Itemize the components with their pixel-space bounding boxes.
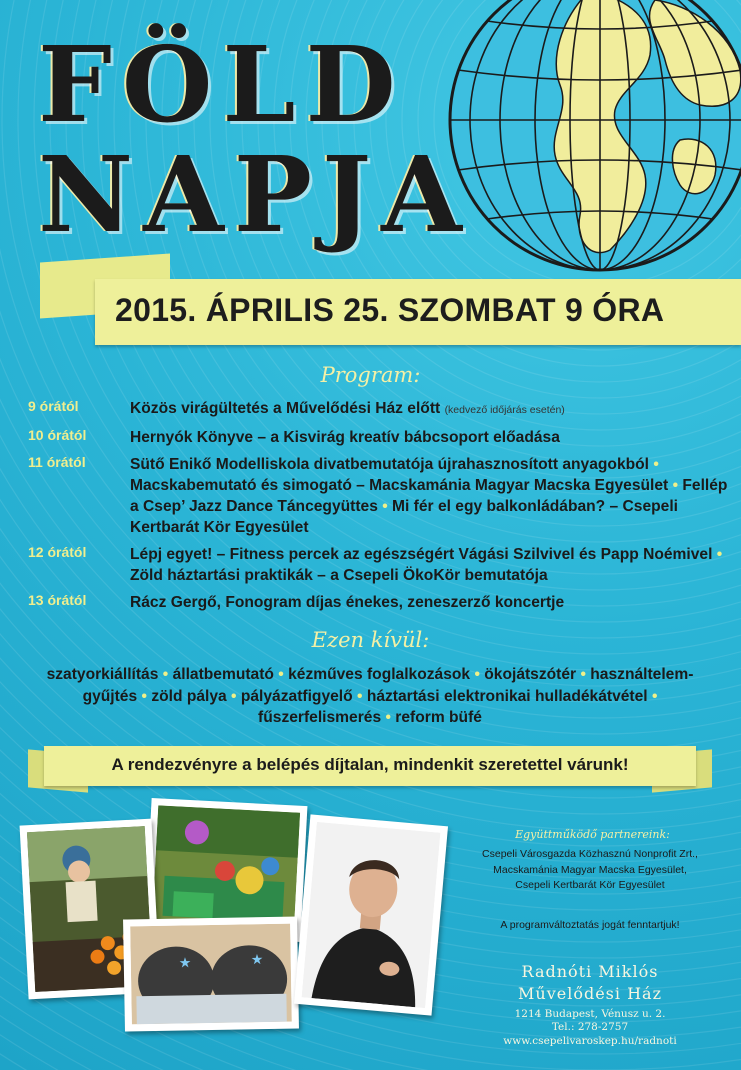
- schedule-item: Macskabemutató és simogató – Macskamánia Magyar Macska Egyesület: [130, 477, 669, 494]
- extras-heading: Ezen kívül:: [311, 628, 430, 652]
- schedule-list: [28, 398, 728, 619]
- schedule-time: 9 órától: [28, 398, 79, 414]
- venue-phone: Tel.: 278-2757: [551, 1021, 629, 1033]
- schedule-item: Fellép a Csep’ Jazz Dance Táncegyüttes: [130, 477, 728, 515]
- partners-heading: Együttműködő partnereink:: [515, 828, 670, 841]
- schedule-text: Lépj egyet! – Fitness percek az egészségért Vágási Szilvivel és Papp Noémivel: [130, 546, 713, 563]
- schedule-text: Rácz Gergő, Fonogram díjas énekes, zeneszerző koncertje: [130, 594, 565, 611]
- venue-address: 1214 Budapest, Vénusz u. 2.: [514, 1008, 666, 1020]
- schedule-item: Mi fér el egy balkonládában? – Csepeli Kertbarát Kör Egyesület: [130, 498, 679, 536]
- extra-item: állatbemutató: [172, 666, 274, 683]
- schedule-time: 13 órától: [28, 592, 87, 608]
- event-date: 2015. ÁPRILIS 25. SZOMBAT 9 ÓRA: [115, 292, 665, 328]
- schedule-text: Hernyók Könyve – a Kisvirág kreatív bábcsoport előadása: [130, 429, 560, 446]
- globe-illustration: [440, 0, 741, 280]
- title-line-1: FÖLD: [38, 23, 406, 146]
- schedule-time: 10 órától: [28, 427, 87, 443]
- free-entry-text: A rendezvényre a belépés díjtalan, mindenkit szeretettel várunk!: [111, 755, 629, 774]
- partner-item: Macskamánia Magyar Macska Egyesület,: [493, 863, 687, 876]
- extra-item: ökojátszótér: [484, 666, 577, 683]
- schedule-text: Sütő Enikő Modelliskola divatbemutatója újrahasznosított anyagokból: [130, 456, 649, 473]
- venue-website[interactable]: www.csepelivaroskep.hu/radnoti: [503, 1035, 677, 1047]
- extra-item: szatyorkiállítás: [46, 666, 159, 683]
- schedule-item: Zöld háztartási praktikák – a Csepeli ÖkoKör bemutatója: [130, 567, 548, 584]
- venue-name-line-2: Művelődési Ház: [518, 984, 662, 1003]
- schedule-row: [28, 427, 728, 448]
- svg-text:★: ★: [178, 955, 192, 972]
- photo-felt-creatures: [123, 916, 299, 1031]
- extra-item: zöld pálya: [151, 687, 227, 705]
- extra-item: pályázatfigyelő: [240, 687, 353, 705]
- svg-text:★: ★: [250, 952, 264, 969]
- schedule-time: 12 órától: [28, 544, 87, 560]
- extra-item: reform büfé: [395, 709, 482, 726]
- schedule-row: [28, 398, 728, 421]
- schedule-row: 12 órától Lépj egyet! – Fitness percek az egészségért Vágási Szilvivel és Papp Noémivel • Zöld háztartási praktikák – a Csepeli ÖkoKör bemutatója: [28, 544, 723, 584]
- title-line-2: NAPJA: [38, 133, 472, 256]
- partner-item: Csepeli Városgazda Közhasznú Nonprofit Zrt.,: [482, 848, 698, 860]
- disclaimer: A programváltoztatás jogát fenntartjuk!: [500, 919, 680, 931]
- extra-item: használtelem-gyűjtés: [82, 666, 694, 705]
- schedule-note: (kedvező időjárás esetén): [444, 404, 565, 416]
- schedule-time: 11 órától: [28, 454, 86, 470]
- partners-list: [450, 847, 730, 894]
- schedule-row: [28, 592, 728, 613]
- schedule-row: 11 órától Sütő Enikő Modelliskola divatbemutatója újrahasznosított anyagokból • Macskabemutató és simogató – Macskamánia Magyar Macska Egyesület • Fellép a Csep’ Jazz Dance Táncegyüttes • Mi fér el egy balkonládában? – Csepeli Kertbarát Kör Egyesület: [28, 454, 728, 536]
- program-heading: Program:: [320, 363, 421, 387]
- extra-item: kézműves foglalkozások: [288, 666, 471, 683]
- extra-item: háztartási elektronikai hulladékátvétel: [366, 687, 648, 705]
- venue-name-line-1: Radnóti Miklós: [521, 962, 659, 981]
- schedule-text: Közös virágültetés a Művelődési Ház előtt: [130, 400, 441, 417]
- photo-singer: [294, 814, 448, 1015]
- extra-item: fűszerfelismerés: [258, 709, 382, 726]
- partner-item: Csepeli Kertbarát Kör Egyesület: [515, 879, 665, 891]
- extras-list: szatyorkiállítás • állatbemutató • kézműves foglalkozások • ökojátszótér • használtelem-gyűjtés • zöld pálya • pályázatfigyelő • háztartási elektronikai hulladékátvétel • fűszerfelismerés • reform büfé: [46, 666, 694, 726]
